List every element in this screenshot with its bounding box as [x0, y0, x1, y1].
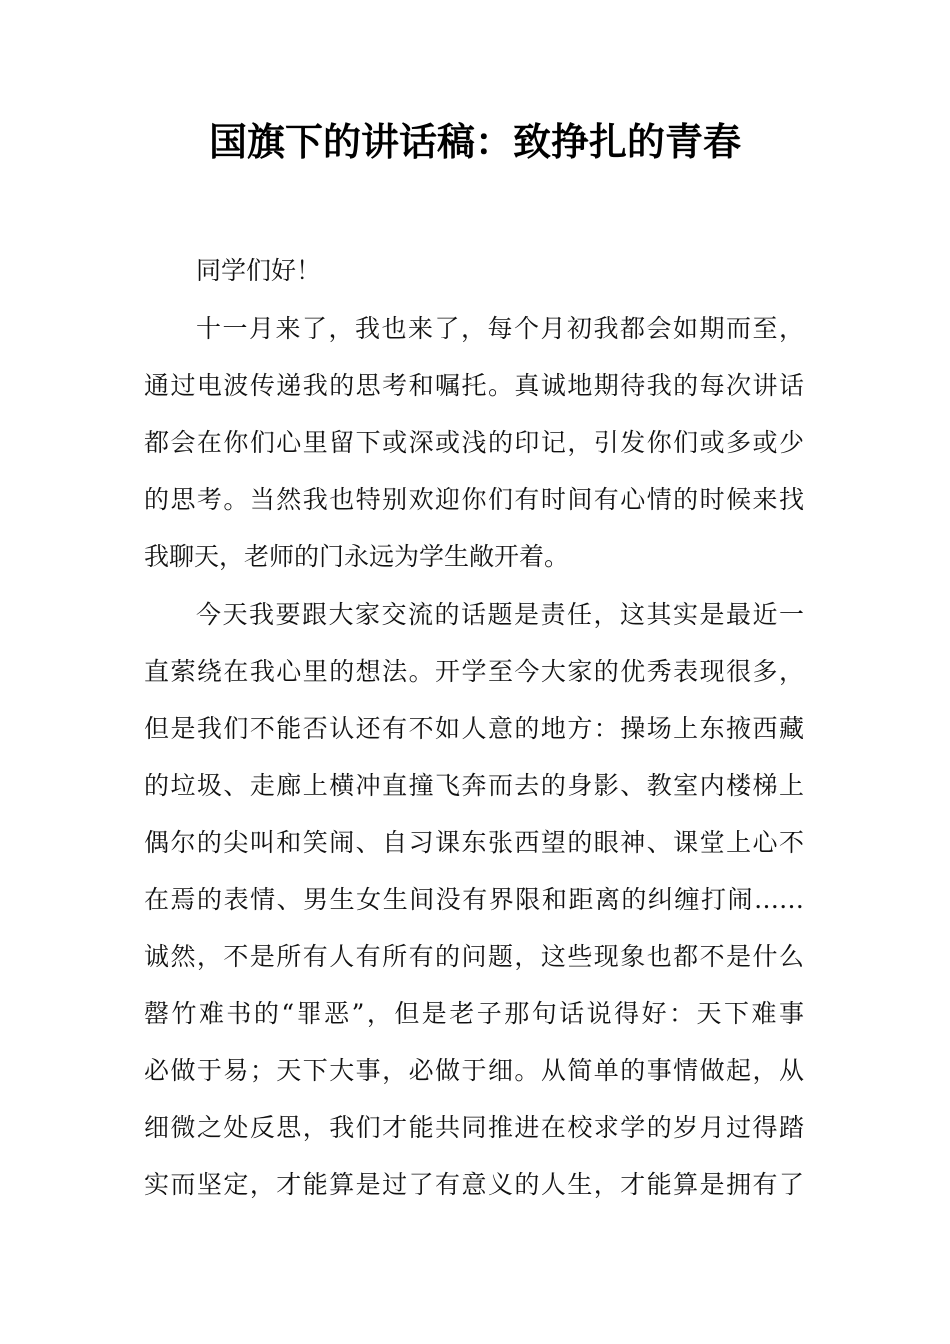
paragraph-2-line-5: 偶尔的尖叫和笑闹、自习课东张西望的眼神、课堂上心不 [144, 828, 804, 857]
paragraph-2-line-7: 诚然，不是所有人有所有的问题，这些现象也都不是什么 [144, 942, 804, 971]
paragraph-2-line-4: 的垃圾、走廊上横冲直撞飞奔而去的身影、教室内楼梯上 [144, 771, 804, 800]
paragraph-2-line-1: 今天我要跟大家交流的话题是责任，这其实是最近一 [196, 600, 804, 629]
paragraph-2-line-2: 直萦绕在我心里的想法。开学至今大家的优秀表现很多， [144, 657, 804, 686]
paragraph-2-line-11: 实而坚定，才能算是过了有意义的人生，才能算是拥有了 [144, 1170, 804, 1199]
paragraph-2-line-6: 在焉的表情、男生女生间没有界限和距离的纠缠打闹…… [144, 885, 804, 914]
paragraph-2-line-8: 罄竹难书的“罪恶”，但是老子那句话说得好：天下难事 [144, 999, 804, 1028]
paragraph-1-line-1: 十一月来了，我也来了，每个月初我都会如期而至， [196, 314, 804, 343]
paragraph-2-line-9: 必做于易；天下大事，必做于细。从简单的事情做起，从 [144, 1056, 804, 1085]
paragraph-2-line-3: 但是我们不能否认还有不如人意的地方：操场上东掖西藏 [144, 714, 804, 743]
paragraph-1-line-5: 我聊天，老师的门永远为学生敞开着。 [144, 542, 570, 571]
document-title: 国旗下的讲话稿：致挣扎的青春 [208, 119, 741, 164]
paragraph-1-line-4: 的思考。当然我也特别欢迎你们有时间有心情的时候来找 [144, 485, 804, 514]
paragraph-1-line-3: 都会在你们心里留下或深或浅的印记，引发你们或多或少 [144, 428, 804, 457]
greeting: 同学们好！ [196, 256, 322, 285]
paragraph-1-line-2: 通过电波传递我的思考和嘱托。真诚地期待我的每次讲话 [144, 371, 804, 400]
paragraph-2-line-10: 细微之处反思，我们才能共同推进在校求学的岁月过得踏 [144, 1113, 804, 1142]
